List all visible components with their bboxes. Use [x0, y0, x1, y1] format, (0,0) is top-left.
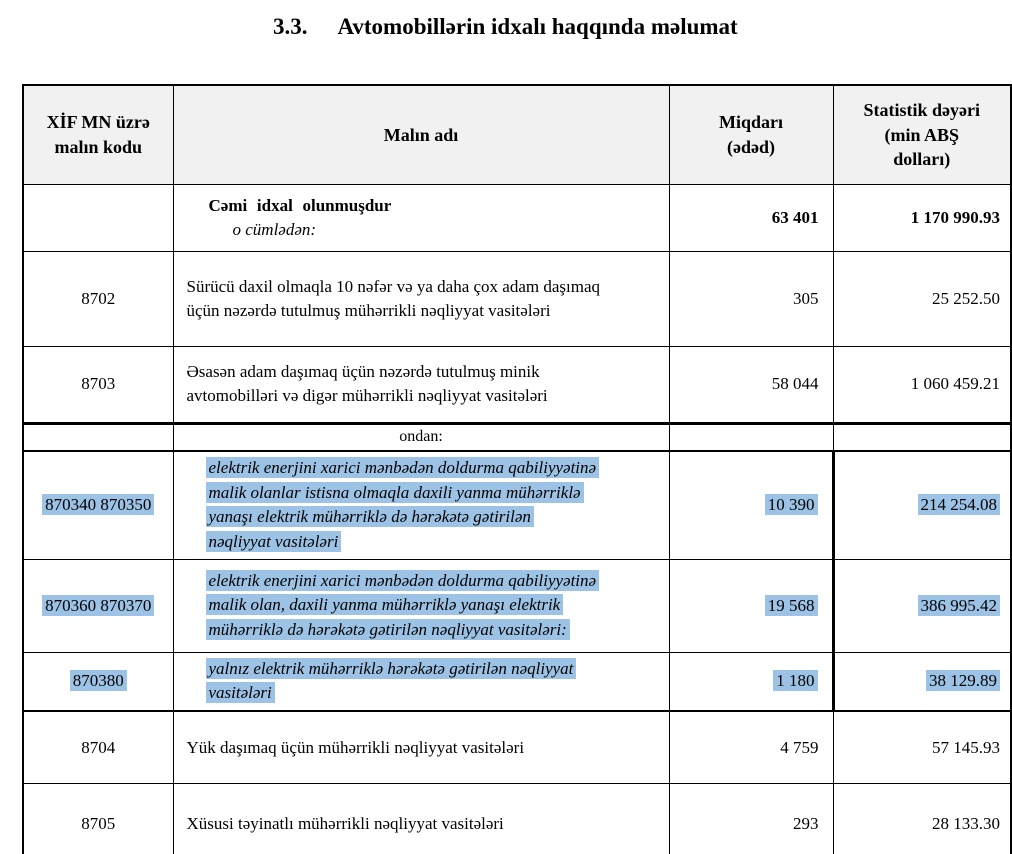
highlighted-text: 870380 [70, 670, 127, 691]
value-cell: 1 170 990.93 [833, 184, 1011, 251]
table-row-8705 [23, 784, 1011, 854]
value-cell: 28 133.30 [833, 784, 1011, 854]
table-row-870360-870370 [23, 559, 1011, 652]
highlighted-text: 38 129.89 [926, 670, 1000, 691]
qty-cell: 305 [669, 251, 833, 346]
header-qty [669, 85, 833, 184]
name-cell [173, 451, 669, 559]
table-row-8704 [23, 711, 1011, 784]
highlighted-text: 870340 870350 [42, 494, 154, 515]
code-cell [23, 652, 173, 711]
total-note: o cümlədən: [232, 219, 317, 239]
qty-cell: 4 759 [669, 711, 833, 784]
highlighted-text: yalnız elektrik mühərriklə hərəkətə gətirilən nəqliyyat vasitələri [206, 658, 577, 704]
header-code [23, 85, 173, 184]
highlighted-text: 19 568 [765, 595, 818, 616]
highlighted-text: elektrik enerjini xarici mənbədən doldurma qabiliyyətinə malik olan, daxili yanma mühərriklə yanaşı elektrik mühərriklə də hərəkətə gətirilən nəqliyyat vasitələri: [206, 570, 600, 640]
value-cell: 25 252.50 [833, 251, 1011, 346]
highlighted-text: 386 995.42 [918, 595, 1001, 616]
page-title [273, 14, 738, 40]
name-cell [173, 652, 669, 711]
table-row-870340-870350 [23, 451, 1011, 559]
qty-cell [669, 559, 833, 652]
code-cell [23, 423, 173, 451]
name-cell: Sürücü daxil olmaqla 10 nəfər və ya daha çox adam daşımaq üçün nəzərdə tutulmuş mühərrikli nəqliyyat vasitələri [173, 251, 669, 346]
table-row-870380 [23, 652, 1011, 711]
highlighted-text: 870360 870370 [42, 595, 154, 616]
value-cell: 1 060 459.21 [833, 346, 1011, 423]
code-cell: 8705 [23, 784, 173, 854]
header-qty-line2: (ədəd) [727, 136, 775, 157]
code-cell [23, 184, 173, 251]
header-code-line1: XİF MN üzrə [46, 112, 150, 133]
header-name: Malın adı [173, 85, 669, 184]
table-row-8702 [23, 251, 1011, 346]
total-label: Cəmi idxal olunmuşdur [208, 195, 392, 215]
qty-cell [669, 423, 833, 451]
value-cell [833, 451, 1011, 559]
header-code-line2: malın kodu [54, 136, 143, 157]
qty-cell: 63 401 [669, 184, 833, 251]
header-value-line3: dolları) [893, 148, 951, 169]
title-text: Avtomobillərin idxalı haqqında məlumat [337, 14, 738, 39]
table-header-row [23, 85, 1011, 184]
name-cell: Xüsusi təyinatlı mühərrikli nəqliyyat vasitələri [173, 784, 669, 854]
code-cell [23, 451, 173, 559]
value-cell [833, 559, 1011, 652]
table-row-subheader [23, 423, 1011, 451]
name-cell: Əsasən adam daşımaq üçün nəzərdə tutulmuş minik avtomobilləri və digər mühərrikli nəqliyyat vasitələri [173, 346, 669, 423]
code-cell [23, 559, 173, 652]
table-row-total [23, 184, 1011, 251]
highlighted-text: 10 390 [765, 494, 818, 515]
header-value-line2: (min ABŞ [884, 124, 960, 145]
header-qty-line1: Miqdarı [718, 112, 783, 133]
table-row-8703 [23, 346, 1011, 423]
title-number: 3.3. [273, 14, 308, 39]
name-cell: Yük daşımaq üçün mühərrikli nəqliyyat vasitələri [173, 711, 669, 784]
qty-cell: 58 044 [669, 346, 833, 423]
value-cell [833, 652, 1011, 711]
highlighted-text: 1 180 [773, 670, 817, 691]
highlighted-text: elektrik enerjini xarici mənbədən doldurma qabiliyyətinə malik olanlar istisna olmaqla daxili yanma mühərriklə yanaşı elektrik mühərriklə də hərəkətə gətirilən nəqliyyat vasitələri [206, 457, 600, 552]
highlighted-text: 214 254.08 [918, 494, 1001, 515]
qty-cell: 293 [669, 784, 833, 854]
code-cell: 8704 [23, 711, 173, 784]
value-cell: 57 145.93 [833, 711, 1011, 784]
name-cell [173, 184, 669, 251]
code-cell: 8703 [23, 346, 173, 423]
value-cell [833, 423, 1011, 451]
car-imports-table [22, 84, 1012, 854]
subheader-label: ondan: [173, 423, 669, 451]
qty-cell [669, 652, 833, 711]
header-value [833, 85, 1011, 184]
qty-cell [669, 451, 833, 559]
name-cell [173, 559, 669, 652]
code-cell: 8702 [23, 251, 173, 346]
header-value-line1: Statistik dəyəri [863, 100, 980, 121]
